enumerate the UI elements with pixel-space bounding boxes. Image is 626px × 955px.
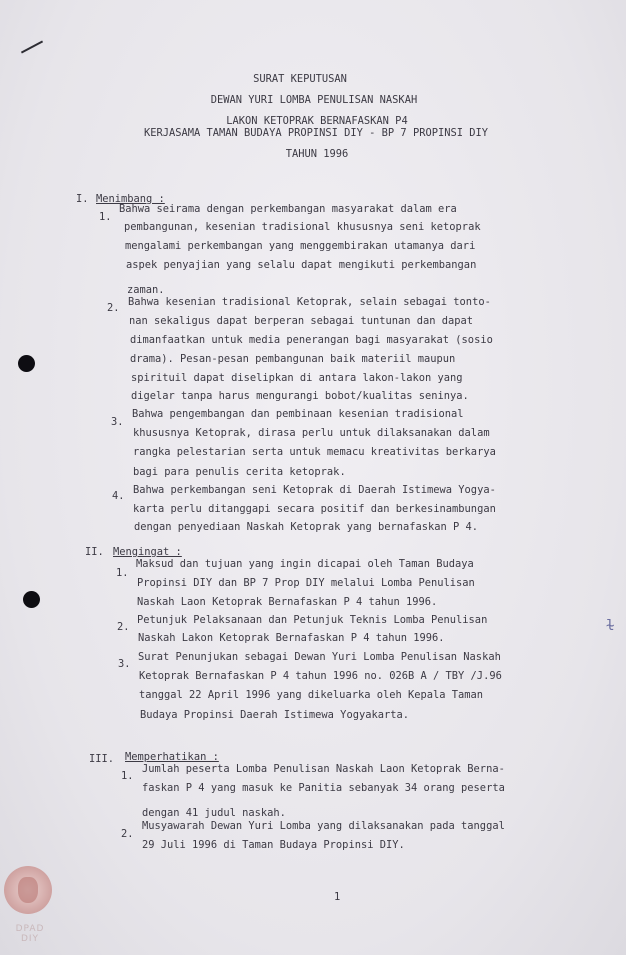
s1-item-2-line: dimanfaatkan untuk media penerangan bagi masyarakat (sosio xyxy=(130,334,493,346)
s2-item-1-num: 1. xyxy=(116,567,129,579)
s2-item-1-line: Naskah Laon Ketoprak Bernafaskan P 4 tahun 1996. xyxy=(137,596,438,608)
section-3-heading: Memperhatikan : xyxy=(125,751,219,763)
s2-item-1-line: Maksud dan tujuan yang ingin dicapai oleh Taman Budaya xyxy=(136,558,474,570)
s1-item-3-num: 3. xyxy=(111,416,124,428)
title-line-2: DEWAN YURI LOMBA PENULISAN NASKAH xyxy=(210,94,418,106)
s2-item-3-line: Surat Penunjukan sebagai Dewan Yuri Lomba Penulisan Naskah xyxy=(138,651,501,663)
s1-item-1-line: aspek penyajian yang selalu dapat mengikuti perkembangan xyxy=(126,259,477,271)
s1-item-3-line: rangka pelestarian serta untuk memacu kreativitas berkarya xyxy=(133,446,496,458)
s1-item-1-line: pembangunan, kesenian tradisional khususnya seni ketoprak xyxy=(124,221,481,233)
watermark-line-2: DIY xyxy=(20,934,40,944)
s3-item-1-line: dengan 41 judul naskah. xyxy=(142,807,286,819)
section-1-heading: Menimbang : xyxy=(96,193,165,205)
s3-item-2-line: Musyawarah Dewan Yuri Lomba yang dilaksanakan pada tanggal xyxy=(142,820,505,832)
s1-item-2-num: 2. xyxy=(107,302,120,314)
s3-item-2-line: 29 Juli 1996 di Taman Budaya Propinsi DIY. xyxy=(142,839,405,851)
s1-item-4-line: Bahwa perkembangan seni Ketoprak di Daerah Istimewa Yogya- xyxy=(133,484,496,496)
s1-item-4-line: dengan penyediaan Naskah Ketoprak yang bernafaskan P 4. xyxy=(134,521,479,533)
s2-item-2-line: Naskah Lakon Ketoprak Bernafaskan P 4 tahun 1996. xyxy=(138,632,445,644)
section-1-numeral: I. xyxy=(76,193,89,205)
s2-item-3-line: tanggal 22 April 1996 yang dikeluarka oleh Kepala Taman xyxy=(139,689,484,701)
s1-item-1-num: 1. xyxy=(99,211,112,223)
title-line-3: LAKON KETOPRAK BERNAFASKAN P4 xyxy=(226,115,408,127)
archive-logo-emblem xyxy=(18,877,38,903)
section-2-numeral: II. xyxy=(85,546,104,558)
title-line-5: TAHUN 1996 xyxy=(285,148,349,160)
s1-item-2-line: drama). Pesan-pesan pembangunan baik materiil maupun xyxy=(130,353,456,365)
s1-item-3-line: Bahwa pengembangan dan pembinaan kesenian tradisional xyxy=(132,408,464,420)
s2-item-3-line: Ketoprak Bernafaskan P 4 tahun 1996 no. 026B A / TBY /J.96 xyxy=(139,670,502,682)
s2-item-3-num: 3. xyxy=(118,658,131,670)
section-3-numeral: III. xyxy=(89,753,115,765)
margin-ink-mark: ɫ xyxy=(606,618,615,634)
punch-hole-bottom xyxy=(23,591,40,608)
s1-item-2-line: Bahwa kesenian tradisional Ketoprak, selain sebagai tonto- xyxy=(128,296,491,308)
s2-item-1-line: Propinsi DIY dan BP 7 Prop DIY melalui Lomba Penulisan xyxy=(137,577,475,589)
s2-item-3-line: Budaya Propinsi Daerah Istimewa Yogyakarta. xyxy=(140,709,409,721)
s2-item-2-num: 2. xyxy=(117,621,130,633)
s1-item-2-line: nan sekaligus dapat berperan sebagai tuntunan dan dapat xyxy=(129,315,474,327)
s1-item-2-line: digelar tanpa harus mengurangi bobot/kualitas seninya. xyxy=(131,390,469,402)
s1-item-1-line: zaman. xyxy=(127,284,165,296)
s1-item-2-line: spirituil dapat diselipkan di antara lakon-lakon yang xyxy=(131,372,463,384)
s1-item-1-line: Bahwa seirama dengan perkembangan masyarakat dalam era xyxy=(119,203,457,215)
s3-item-2-num: 2. xyxy=(121,828,134,840)
page-number: 1 xyxy=(334,891,341,903)
archive-watermark xyxy=(10,924,50,944)
s3-item-1-line: faskan P 4 yang masuk ke Panitia sebanyak 34 orang peserta xyxy=(142,782,505,794)
pen-mark xyxy=(21,40,43,53)
punch-hole-top xyxy=(18,355,35,372)
watermark-line-1: DPAD xyxy=(15,924,45,934)
s2-item-2-line: Petunjuk Pelaksanaan dan Petunjuk Teknis Lomba Penulisan xyxy=(137,614,488,626)
title-line-4: KERJASAMA TAMAN BUDAYA PROPINSI DIY - BP 7 PROPINSI DIY xyxy=(143,127,489,139)
title-line-1: SURAT KEPUTUSAN xyxy=(253,73,347,85)
s1-item-4-num: 4. xyxy=(112,490,125,502)
s3-item-1-num: 1. xyxy=(121,770,134,782)
s1-item-1-line: mengalami perkembangan yang menggembirakan utamanya dari xyxy=(125,240,476,252)
s1-item-4-line: karta perlu ditanggapi secara positif dan berkesinambungan xyxy=(133,503,496,515)
s3-item-1-line: Jumlah peserta Lomba Penulisan Naskah Laon Ketoprak Berna- xyxy=(142,763,505,775)
section-2-heading: Mengingat : xyxy=(113,546,182,558)
s1-item-3-line: khususnya Ketoprak, dirasa perlu untuk dilaksanakan dalam xyxy=(133,427,490,439)
s1-item-3-line: bagi para penulis cerita ketoprak. xyxy=(133,466,346,478)
